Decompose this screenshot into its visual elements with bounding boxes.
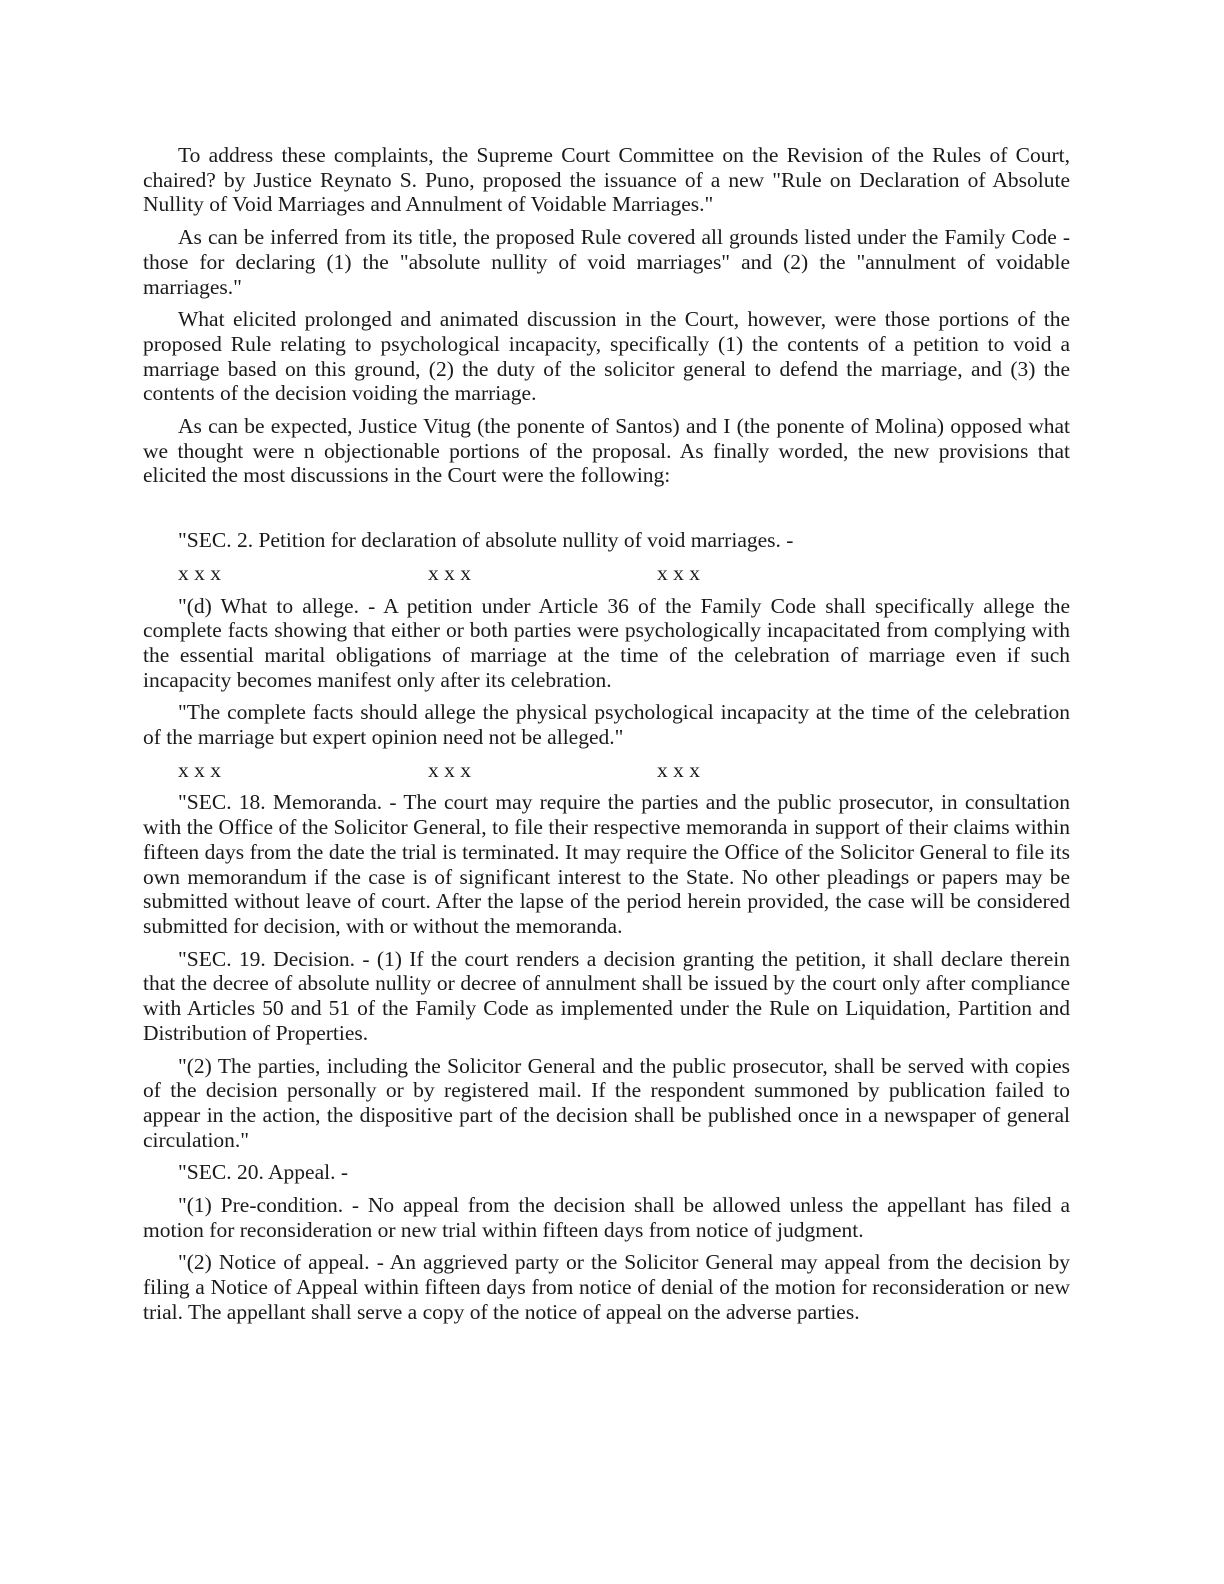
- paragraph-opposition: As can be expected, Justice Vitug (the ponente of Santos) and I (the ponente of Molina) opposed what we thought were n objectionable portions of the proposal. As finally worded, the new provisions that elicited the most discussions in the Court were the following:: [143, 414, 1070, 488]
- omission-marker: x x x: [657, 560, 700, 585]
- paragraph-sec20-precondition: "(1) Pre-condition. - No appeal from the decision shall be allowed unless the appellant has filed a motion for reconsideration or new trial within fifteen days from notice of judgment.: [143, 1193, 1070, 1242]
- omission-marker: x x x: [657, 757, 700, 782]
- paragraph-committee-proposal: To address these complaints, the Supreme Court Committee on the Revision of the Rules of Court, chaired? by Justice Reynato S. Puno, proposed the issuance of a new "Rule on Declaration of Absolute Nullity of Void Marriages and Annulment of Voidable Marriages.": [143, 143, 1070, 217]
- paragraph-rule-scope: As can be inferred from its title, the proposed Rule covered all grounds listed under the Family Code - those for declaring (1) the "absolute nullity of void marriages" and (2) the "annulment of voidable marriages.": [143, 225, 1070, 299]
- paragraph-what-to-allege: "(d) What to allege. - A petition under Article 36 of the Family Code shall specifically allege the complete facts showing that either or both parties were psychologically incapacitated from complying with the essential marital obligations of marriage at the time of the celebration of marriage even if such incapacity becomes manifest only after its celebration.: [143, 593, 1070, 692]
- omission-row-1: [143, 561, 1070, 586]
- paragraph-sec20-notice: "(2) Notice of appeal. - An aggrieved party or the Solicitor General may appeal from the decision by filing a Notice of Appeal within fifteen days from notice of denial of the motion for reconsideration or new trial. The appellant shall serve a copy of the notice of appeal on the adverse parties.: [143, 1250, 1070, 1324]
- omission-marker: x x x: [178, 757, 221, 782]
- sec2-title: "SEC. 2. Petition for declaration of absolute nullity of void marriages. -: [178, 528, 794, 553]
- paragraph-sec20-title: "SEC. 20. Appeal. -: [178, 1160, 349, 1185]
- omission-marker: x x x: [428, 560, 471, 585]
- document-page: [143, 143, 1070, 1333]
- omission-marker: x x x: [428, 757, 471, 782]
- paragraph-complete-facts: "The complete facts should allege the physical psychological incapacity at the time of the celebration of the marriage but expert opinion need not be alleged.": [143, 700, 1070, 750]
- paragraph-discussion: What elicited prolonged and animated discussion in the Court, however, were those portions of the proposed Rule relating to psychological incapacity, specifically (1) the contents of a petition to void a marriage based on this ground, (2) the duty of the solicitor general to defend the marriage, and (3) the contents of the decision voiding the marriage.: [143, 307, 1070, 406]
- paragraph-sec19-decision: "SEC. 19. Decision. - (1) If the court renders a decision granting the petition, it shall declare therein that the decree of absolute nullity or decree of annulment shall be issued by the court only after compliance with Articles 50 and 51 of the Family Code as implemented under the Rule on Liquidation, Partition and Distribution of Properties.: [143, 946, 1070, 1045]
- paragraph-sec18-memoranda: "SEC. 18. Memoranda. - The court may require the parties and the public prosecutor, in consultation with the Office of the Solicitor General, to file their respective memoranda in support of their claims within fifteen days from the date the trial is terminated. It may require the Office of the Solicitor General to file its own memorandum if the case is of significant interest to the State. No other pleadings or papers may be submitted without leave of court. After the lapse of the period herein provided, the case will be considered submitted for decision, with or without the memoranda.: [143, 790, 1070, 938]
- omission-marker: x x x: [178, 560, 221, 585]
- paragraph-sec19-service: "(2) The parties, including the Solicitor General and the public prosecutor, shall be served with copies of the decision personally or by registered mail. If the respondent summoned by publication failed to appear in the action, the dispositive part of the decision shall be published once in a newspaper of general circulation.": [143, 1053, 1070, 1152]
- omission-row-2: [143, 758, 1070, 783]
